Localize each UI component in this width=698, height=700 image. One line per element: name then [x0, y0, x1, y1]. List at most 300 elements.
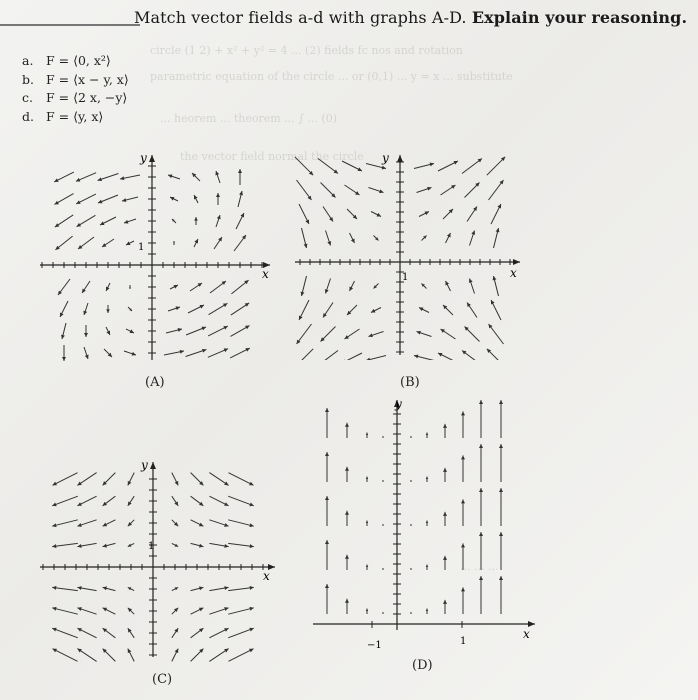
- vector-arrow: [52, 628, 78, 638]
- arrow-head: [301, 292, 305, 296]
- vector-arrow: [462, 351, 482, 361]
- item-label: d.: [22, 108, 34, 124]
- vector-arrow: [383, 480, 384, 482]
- vector-arrow: [489, 180, 504, 200]
- vector-arrow: [419, 308, 429, 313]
- arrow-head: [325, 540, 329, 544]
- vector-arrow: [60, 301, 68, 317]
- y-axis-arrowhead: [150, 462, 156, 469]
- vector-arrow: [191, 586, 204, 590]
- arrow-head: [345, 511, 349, 515]
- vector-arrow: [208, 326, 228, 336]
- arrow-head: [345, 599, 349, 603]
- vector-arrow: [77, 473, 96, 486]
- arrow-head: [122, 198, 126, 202]
- arrow-shaft: [52, 496, 78, 506]
- arrow-shaft: [228, 649, 253, 662]
- list-item: [22, 71, 129, 90]
- vector-arrow: [77, 215, 96, 226]
- vector-arrow: [98, 195, 118, 203]
- vector-arrow: [58, 279, 70, 295]
- vector-arrow: [84, 325, 88, 337]
- vector-arrow: [230, 326, 249, 337]
- vector-arrow: [238, 191, 243, 207]
- vector-arrow: [318, 351, 338, 361]
- graph-a-caption: (A): [145, 375, 165, 390]
- vector-arrow: [192, 173, 200, 181]
- arrow-head: [83, 311, 87, 315]
- vector-arrow: [103, 496, 116, 506]
- vector-arrow: [441, 185, 456, 195]
- vector-arrow: [168, 306, 180, 311]
- vector-arrow: [191, 628, 204, 638]
- arrow-head: [479, 444, 483, 448]
- vector-arrow: [77, 607, 96, 614]
- y-axis-arrowhead: [397, 155, 403, 162]
- vector-arrow: [103, 473, 116, 486]
- arrow-head: [366, 433, 368, 435]
- vector-arrow: [461, 543, 465, 570]
- vector-arrow: [128, 628, 134, 638]
- arrow-head: [238, 169, 242, 173]
- arrow-head: [224, 607, 228, 611]
- vector-arrow: [347, 209, 357, 219]
- vector-arrow: [209, 303, 228, 314]
- arrow-head: [479, 532, 483, 536]
- vector-arrow: [438, 353, 458, 360]
- vector-arrow: [366, 609, 368, 615]
- item-label: a.: [22, 53, 34, 68]
- vector-arrow: [234, 235, 246, 251]
- vector-arrow: [128, 649, 134, 662]
- arrow-head: [325, 496, 329, 500]
- graph-c: [35, 452, 285, 662]
- vector-arrow: [172, 520, 178, 526]
- vector-arrow: [295, 349, 313, 360]
- vector-arrow: [345, 329, 360, 339]
- vector-arrow: [55, 236, 72, 250]
- vector-arrow: [228, 496, 254, 506]
- arrow-head: [469, 279, 473, 283]
- vector-arrow: [126, 241, 134, 245]
- vector-arrow: [106, 305, 110, 313]
- y-axis-label: y: [382, 151, 389, 165]
- vector-arrow: [369, 188, 384, 194]
- vector-arrow: [411, 436, 412, 438]
- arrow-head: [427, 187, 431, 191]
- vector-arrow: [52, 607, 78, 614]
- vector-arrow: [321, 327, 336, 342]
- vector-arrow: [209, 543, 228, 548]
- arrow-head: [239, 191, 243, 195]
- vector-arrow: [318, 159, 338, 174]
- vector-arrow: [54, 172, 74, 182]
- vector-arrow: [325, 408, 329, 438]
- vector-arrow: [230, 348, 250, 358]
- vector-arrow: [383, 568, 384, 570]
- axes: [40, 155, 270, 360]
- vector-arrow: [323, 207, 333, 222]
- arrow-shaft: [228, 628, 254, 638]
- vector-arrow: [77, 586, 96, 591]
- arrow-head: [173, 241, 175, 243]
- item-formula: F = ⟨0, x²⟩: [46, 53, 111, 68]
- vector-arrow: [228, 607, 254, 614]
- arrow-shaft: [52, 649, 77, 662]
- arrow-head: [479, 576, 483, 580]
- vector-arrows: [325, 400, 503, 614]
- vector-arrow: [467, 207, 477, 222]
- vector-arrow: [489, 324, 504, 344]
- vector-arrow: [191, 649, 204, 662]
- vector-arrow: [209, 496, 228, 506]
- arrow-head: [325, 584, 329, 588]
- list-item: [22, 52, 129, 71]
- vector-arrow: [411, 524, 412, 526]
- vector-arrow: [104, 349, 112, 357]
- arrow-head: [77, 607, 81, 611]
- arrow-head: [224, 586, 228, 590]
- vector-arrow: [231, 303, 249, 315]
- arrow-head: [379, 189, 383, 193]
- vector-arrow: [297, 180, 312, 200]
- vector-arrow: [414, 355, 434, 360]
- vector-arrow: [499, 488, 503, 526]
- vector-arrow: [443, 512, 447, 526]
- title-bold-text: Explain your reasoning.: [471, 8, 688, 27]
- vector-arrow: [100, 217, 116, 225]
- vector-arrow: [366, 521, 368, 527]
- vector-arrow: [299, 204, 309, 224]
- arrow-head: [382, 166, 386, 170]
- vector-arrow: [366, 565, 368, 571]
- arrow-head: [499, 444, 503, 448]
- vector-arrow: [172, 587, 178, 590]
- vector-arrow: [366, 477, 368, 483]
- vector-arrow: [103, 543, 116, 547]
- vector-arrow: [52, 543, 78, 548]
- vector-arrow: [128, 608, 134, 614]
- vector-arrow: [102, 239, 114, 247]
- arrow-head: [249, 607, 253, 611]
- vector-arrow: [228, 586, 254, 591]
- vector-arrow: [76, 194, 96, 204]
- arrow-head: [461, 543, 465, 547]
- arrow-shaft: [52, 473, 77, 486]
- vector-arrow: [479, 532, 483, 570]
- vector-arrow: [345, 599, 349, 614]
- vector-arrow: [493, 276, 499, 296]
- vector-arrow: [479, 488, 483, 526]
- arrow-head: [168, 174, 172, 178]
- vector-arrow: [374, 284, 379, 289]
- vector-arrow: [231, 280, 248, 294]
- arrow-head: [202, 349, 206, 353]
- arrow-head: [325, 452, 329, 456]
- vector-arrow: [106, 327, 110, 335]
- arrow-head: [77, 586, 81, 590]
- item-formula: F = ⟨y, x⟩: [46, 108, 104, 124]
- vector-arrow: [350, 233, 355, 243]
- vector-arrow: [172, 628, 178, 638]
- vector-arrow: [443, 468, 447, 482]
- arrow-head: [366, 477, 368, 479]
- vector-arrow: [411, 612, 412, 614]
- graph-b: [290, 150, 530, 360]
- vector-arrow: [129, 285, 131, 289]
- vector-arrow: [209, 520, 228, 527]
- vector-arrow: [124, 219, 136, 224]
- arrow-head: [194, 217, 198, 221]
- vector-arrow: [54, 194, 73, 205]
- arrow-head: [426, 477, 428, 479]
- vector-arrow: [186, 349, 207, 357]
- arrow-head: [85, 355, 89, 359]
- axes: [40, 462, 275, 657]
- tick-label-positive: 1: [460, 636, 467, 647]
- vector-arrow: [103, 649, 116, 662]
- vector-arrow: [446, 233, 451, 243]
- vector-arrow: [461, 499, 465, 526]
- arrow-head: [249, 523, 253, 527]
- arrow-head: [62, 357, 66, 361]
- vector-arrow: [128, 307, 132, 311]
- arrow-head: [199, 586, 203, 590]
- arrow-head: [499, 488, 503, 492]
- vector-arrow: [326, 231, 332, 246]
- vector-arrow: [194, 195, 198, 203]
- vector-arrow: [345, 511, 349, 526]
- vector-arrow: [426, 433, 428, 439]
- vector-arrow: [345, 467, 349, 482]
- vector-arrow: [77, 628, 96, 638]
- vector-arrow: [52, 586, 78, 591]
- arrow-head: [224, 523, 228, 527]
- vector-arrow: [168, 174, 180, 179]
- vector-arrow: [479, 400, 483, 438]
- vector-arrow: [374, 236, 379, 241]
- vector-arrow: [126, 329, 134, 333]
- graph-b-caption: (B): [400, 375, 420, 390]
- vector-arrow: [61, 323, 66, 339]
- axes: [295, 155, 520, 355]
- vector-arrow: [499, 400, 503, 438]
- vector-arrow: [299, 300, 309, 320]
- vector-arrow: [347, 305, 357, 315]
- vector-arrow: [216, 193, 220, 205]
- graph-d: [305, 392, 545, 652]
- vector-arrow: [350, 281, 355, 291]
- arrow-head: [366, 609, 368, 611]
- vector-arrow: [369, 332, 384, 338]
- list-item: [22, 108, 129, 127]
- vector-arrow: [209, 607, 228, 614]
- arrow-head: [77, 544, 81, 548]
- vector-arrow: [77, 520, 96, 527]
- arrow-head: [327, 241, 331, 245]
- vector-arrow: [422, 284, 427, 289]
- vector-arrow: [345, 423, 349, 438]
- vector-arrow: [228, 649, 253, 662]
- tick-label: 1: [148, 541, 155, 552]
- arrow-head: [461, 587, 465, 591]
- vector-arrow: [172, 219, 176, 223]
- item-formula: F = ⟨2 x, −y⟩: [46, 90, 128, 105]
- arrow-head: [461, 411, 465, 415]
- vector-arrow: [170, 197, 178, 201]
- vector-arrow: [124, 351, 136, 356]
- arrow-head: [52, 523, 56, 527]
- tick-label: 1: [138, 242, 145, 253]
- arrow-head: [77, 523, 81, 527]
- vector-arrow: [228, 628, 254, 638]
- vector-arrow: [238, 169, 242, 185]
- arrow-head: [443, 556, 447, 560]
- vector-arrow: [194, 217, 198, 225]
- vector-arrow: [443, 424, 447, 438]
- arrow-head: [120, 176, 124, 180]
- arrow-head: [325, 289, 329, 293]
- arrow-head: [325, 408, 329, 412]
- vector-arrow: [228, 473, 253, 486]
- arrow-head: [499, 576, 503, 580]
- vector-arrow: [209, 649, 228, 662]
- vector-arrow: [302, 228, 308, 248]
- x-axis-label: x: [262, 267, 269, 281]
- vector-arrow: [128, 587, 134, 590]
- graph-c-caption: (C): [152, 672, 173, 687]
- vector-arrow: [78, 237, 94, 249]
- arrow-head: [499, 532, 503, 536]
- vector-arrow: [469, 279, 475, 294]
- vector-arrow: [325, 452, 329, 482]
- vector-arrow: [122, 197, 138, 202]
- bleed-through-text: the vector field normal the circle: [180, 150, 364, 163]
- vector-arrow: [366, 433, 368, 439]
- y-axis-label: y: [140, 151, 147, 165]
- vector-arrow: [417, 331, 432, 337]
- arrow-head: [443, 600, 447, 604]
- arrow-head: [304, 244, 308, 248]
- vector-arrow: [479, 444, 483, 482]
- arrow-head: [199, 544, 203, 548]
- bleed-through-text: circle (1 2) + x² + y² = 4 ... (2) fields fc nos and rotation: [150, 44, 463, 57]
- vector-arrow: [77, 649, 96, 662]
- arrow-head: [493, 276, 497, 280]
- vector-arrow: [103, 608, 116, 614]
- arrow-head: [471, 231, 475, 235]
- vector-arrow: [417, 187, 432, 193]
- vector-arrow: [236, 213, 244, 229]
- vector-arrow: [411, 568, 412, 570]
- vector-arrow: [301, 276, 307, 296]
- page-title: [134, 8, 687, 27]
- vector-arrow: [411, 480, 412, 482]
- vector-arrow: [191, 473, 204, 486]
- axes: [313, 400, 535, 630]
- vector-arrow: [467, 303, 477, 318]
- vector-arrow: [345, 555, 349, 570]
- vector-arrow: [491, 300, 501, 320]
- graph-d-caption: (D): [412, 658, 433, 673]
- item-label: b.: [22, 71, 34, 87]
- graph-a: [30, 150, 280, 370]
- vector-arrow: [52, 496, 78, 506]
- vector-arrow: [426, 565, 428, 571]
- vector-arrow: [422, 236, 427, 241]
- arrow-shaft: [342, 353, 362, 360]
- vector-arrow: [383, 612, 384, 614]
- arrow-head: [176, 306, 180, 310]
- vector-arrow: [465, 327, 480, 342]
- vector-arrow: [215, 171, 220, 183]
- vector-arrow: [103, 520, 116, 526]
- arrow-head: [98, 177, 102, 181]
- vector-arrow: [323, 303, 333, 318]
- arrow-head: [345, 423, 349, 427]
- vector-arrow: [491, 204, 501, 224]
- vector-arrow: [487, 157, 505, 175]
- arrow-head: [84, 333, 88, 337]
- vector-arrow: [345, 185, 360, 195]
- vector-arrow: [441, 329, 456, 339]
- arrow-head: [178, 328, 182, 332]
- arrow-head: [426, 609, 428, 611]
- vector-arrow: [462, 159, 482, 174]
- arrow-head: [426, 433, 428, 435]
- vector-arrow: [443, 556, 447, 570]
- vector-arrow: [366, 356, 386, 361]
- vector-arrow: [82, 281, 90, 293]
- arrow-head: [366, 358, 370, 360]
- item-formula: F = ⟨x − y, x⟩: [46, 71, 129, 87]
- arrow-head: [103, 586, 107, 590]
- vector-arrow: [128, 473, 134, 486]
- arrow-head: [216, 193, 220, 197]
- vector-arrow: [443, 305, 453, 315]
- vector-arrow: [461, 455, 465, 482]
- arrow-head: [52, 607, 56, 611]
- arrow-head: [461, 455, 465, 459]
- vector-arrow: [494, 228, 500, 248]
- vector-arrow: [209, 473, 228, 486]
- bleed-through-text: ... ... ...: [460, 560, 499, 573]
- y-axis-arrowhead: [149, 155, 155, 162]
- vector-arrow: [76, 173, 96, 182]
- vector-arrow: [52, 649, 77, 662]
- vector-arrow: [443, 209, 453, 219]
- vector-arrow: [194, 239, 198, 247]
- vector-arrow: [499, 444, 503, 482]
- vector-arrow: [325, 496, 329, 526]
- arrow-head: [417, 331, 421, 335]
- arrow-shaft: [228, 496, 254, 506]
- bleed-through-text: ... heorem ... theorem ... ∫ ... (0): [160, 112, 337, 125]
- vector-arrow: [128, 496, 134, 506]
- x-axis-label: x: [263, 569, 270, 583]
- arrow-head: [369, 333, 373, 337]
- vector-arrow: [383, 436, 384, 438]
- vector-arrow: [208, 348, 228, 357]
- arrow-head: [342, 359, 346, 360]
- vector-arrow: [164, 350, 184, 355]
- arrow-head: [443, 468, 447, 472]
- vector-arrow: [188, 305, 204, 313]
- arrow-head: [224, 544, 228, 548]
- vector-arrow: [172, 543, 178, 546]
- arrow-head: [414, 355, 418, 359]
- arrow-head: [479, 400, 483, 404]
